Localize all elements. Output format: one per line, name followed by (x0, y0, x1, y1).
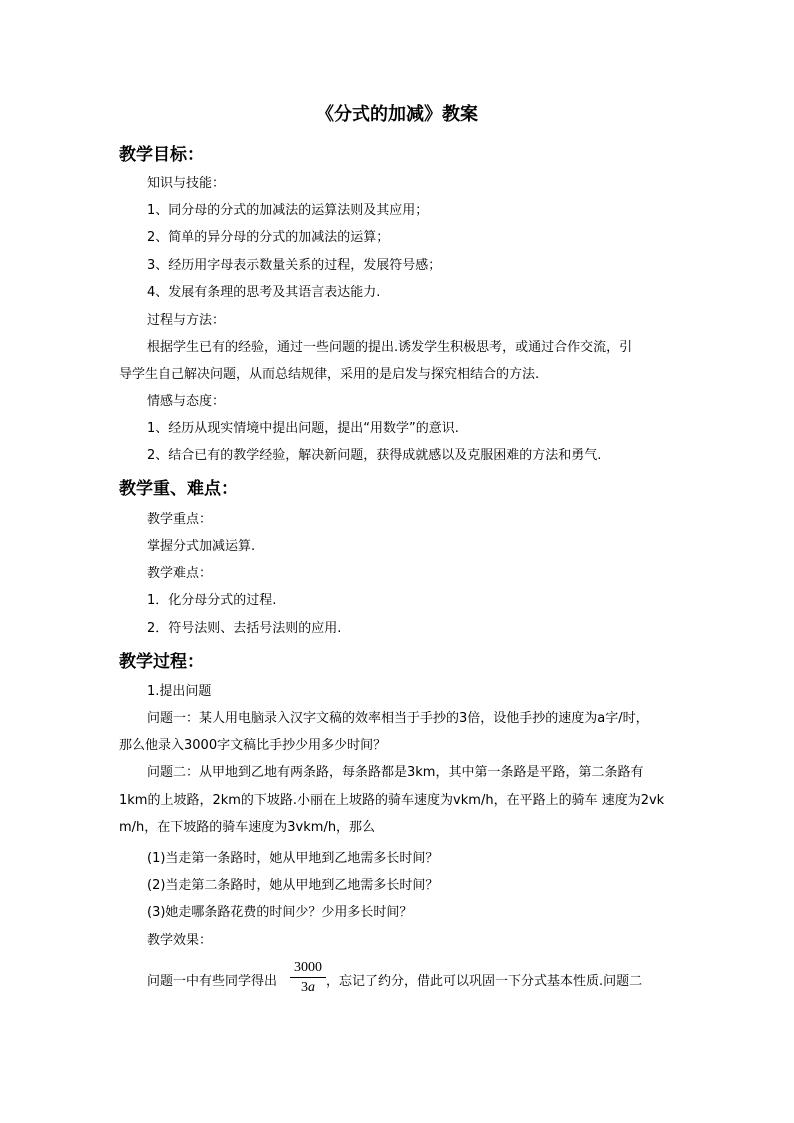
attitude-label: 情感与态度： (147, 394, 226, 409)
attitude-item: 2、结合已有的教学经验，解决新问题，获得成就感以及克服困难的方法和勇气. (147, 448, 602, 463)
difficulty-label: 教学难点： (147, 566, 213, 581)
fraction-3000-over-3a (290, 960, 326, 996)
attitude-item: 1、经历从现实情境中提出问题，提出“用数学”的意识. (147, 421, 459, 436)
fraction-denominator (290, 980, 326, 996)
effect-text-tail: ，忘记了约分，借此可以巩固一下分式基本性质.问题二 (326, 974, 643, 989)
question-two-text: 问题二：从甲地到乙地有两条路，每条路都是3km，其中第一条路是平路，第二条路有 (147, 765, 644, 780)
difficulty-item: 1．化分母分式的过程. (147, 593, 277, 608)
fraction-bar (290, 977, 326, 978)
knowledge-item: 4、发展有条理的思考及其语言表达能力. (147, 285, 381, 300)
knowledge-label: 知识与技能： (147, 176, 226, 191)
page-title: 《分式的加减》教案 (316, 104, 478, 125)
question-one-text: 问题一：某人用电脑录入汉字文稿的效率相当于手抄的3倍，设他手抄的速度为a字/时， (147, 711, 649, 726)
denominator-variable: a (308, 980, 315, 995)
difficulty-item: 2．符号法则、去括号法则的应用. (147, 621, 342, 636)
process-method-text: 导学生自己解决问题，从而总结规律，采用的是启发与探究相结合的方法. (119, 367, 540, 382)
knowledge-item: 1、同分母的分式的加减法的运算法则及其应用； (147, 203, 429, 218)
heading-teaching-process: 教学过程： (119, 652, 204, 672)
process-method-label: 过程与方法： (147, 313, 226, 328)
knowledge-item: 2、简单的异分母的分式的加减法的运算； (147, 230, 390, 245)
effect-text-lead: 问题一中有些同学得出 (147, 974, 278, 989)
step-label: 1.提出问题 (147, 684, 212, 699)
focus-label: 教学重点： (147, 512, 213, 527)
knowledge-item: 3、经历用字母表示数量关系的过程，发展符号感； (147, 258, 442, 273)
question-one-text: 那么他录入3000字文稿比手抄少用多少时间？ (119, 738, 387, 753)
fraction-numerator: 3000 (294, 960, 322, 975)
effect-label: 教学效果： (147, 933, 213, 948)
heading-key-points: 教学重、难点： (119, 479, 238, 499)
process-method-text: 根据学生已有的经验，通过一些问题的提出.诱发学生积极思考，或通过合作交流，引 (147, 340, 633, 355)
sub-question: (3)她走哪条路花费的时间少？少用多长时间？ (147, 905, 413, 920)
question-two-text: 1km的上坡路，2km的下坡路.小丽在上坡路的骑车速度为vkm/h，在平路上的骑车 速度为2vk (119, 793, 665, 808)
question-two-text: m/h，在下坡路的骑车速度为3vkm/h，那么 (119, 820, 376, 835)
focus-text: 掌握分式加减运算. (147, 539, 256, 554)
sub-question: (1)当走第一条路时，她从甲地到乙地需多长时间？ (147, 851, 439, 866)
sub-question: (2)当走第二条路时，她从甲地到乙地需多长时间？ (147, 878, 439, 893)
denominator-coefficient: 3 (301, 980, 308, 995)
heading-teaching-goals: 教学目标： (119, 145, 204, 165)
